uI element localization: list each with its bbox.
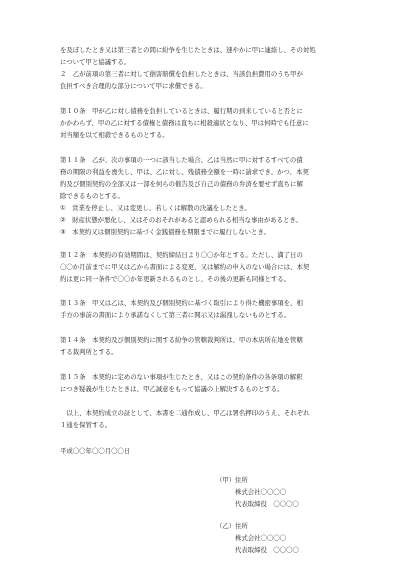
- party-a-company: 株式会社〇〇〇〇: [235, 488, 287, 496]
- article-15-line: につき疑義が生じたときは、甲乙誠意をもって協議の上解決するものとする。: [60, 385, 284, 393]
- article-11-line: 務の期限の利益を喪失し、甲は、乙に対し、残債務全額を一時に請求でき、かつ、本契: [60, 168, 309, 176]
- article-14-line: する裁判所とする。: [60, 348, 118, 356]
- closing-line: 以上、本契約成立の証として、本書を二通作成し、甲乙は署名押印のうえ、それぞれ: [60, 409, 310, 417]
- article-14-line: 第１４条 本契約及び個別契約に関する紛争の管轄裁判所は、甲の本店所在地を管轄: [60, 336, 303, 344]
- article-11-line: 約及び個別契約の全部又は一部を何らの催告及び自己の債務の弁済を要せず直ちに解: [60, 180, 303, 188]
- article-12-line: 第１２条 本契約の有効期間は、契約締結日より〇〇か年とする。ただし、満了日の: [60, 251, 303, 259]
- article-15-line: 第１５条 本契約に定めのない事項が生じたとき、又はこの契約条件の各条項の解釈: [60, 373, 303, 381]
- party-a-address-label: 住所: [235, 476, 248, 484]
- party-a-representative: 代表取締役 〇〇〇〇: [235, 500, 299, 508]
- article-12-line: 約は更に同一条件で〇〇か年更新されるものとし、その後の更新も同様とする。: [60, 275, 291, 283]
- paragraph-line: ２ 乙が前項の第三者に対して損害賠償を負担したときは、当該負担費用のうち甲が: [60, 70, 303, 78]
- article-11-line: 第１１条 乙が、次の事項の一つに該当した場合、乙は当然に甲に対するすべての債: [60, 156, 303, 164]
- article-13-line: 第１３条 甲又は乙は、本契約及び個別契約に基づく取引により得た機密事項を、相: [60, 299, 303, 307]
- party-a-marker: （甲）: [216, 476, 236, 484]
- paragraph-line: を及ぼしたとき又は第三者との間に紛争を生じたときは、速やかに甲に連絡し、その対処: [60, 46, 316, 54]
- article-13-line: 手方の事前の書面により承諾なくして第三者に開示又は漏洩しないものとする。: [60, 311, 291, 319]
- party-b-company: 株式会社〇〇〇〇: [235, 534, 287, 542]
- article-11-line: 除できるものとする。: [60, 192, 124, 200]
- contract-date: 平成〇〇年〇〇月〇〇日: [60, 447, 131, 455]
- party-b-representative: 代表取締役 〇〇〇〇: [235, 546, 299, 554]
- closing-line: １通を保管する。: [60, 421, 112, 429]
- article-11-item: ② 財産状態が悪化し、又はそのおそれがあると認められる相当な事由があるとき。: [60, 216, 302, 224]
- article-10-line: かかわらず、甲の乙に対する債権と債務は直ちに相殺適状となり、甲は何時でも任意に: [60, 119, 309, 127]
- paragraph-line: について甲と協議する。: [60, 58, 131, 66]
- party-b-marker: （乙）: [216, 522, 236, 530]
- article-10-line: 対当額を以て相殺できるものとする。: [60, 131, 169, 139]
- article-12-line: 〇〇か月前までに甲又は乙から書面による変更、又は解約の申入のない場合には、本契: [60, 263, 310, 271]
- article-11-item: ① 営業を停止し、又は変更し、若しくは解散の決議をしたとき。: [60, 204, 251, 212]
- article-10-line: 第１０条 甲が乙に対し債務を負担しているときは、履行期の到来していると否とに: [60, 107, 303, 115]
- article-11-item: ③ 本契約又は個別契約に基づく金銭債務を期限までに履行しないとき。: [60, 228, 270, 236]
- paragraph-line: 負担すべき合理的な部分について甲に求償できる。: [60, 82, 207, 90]
- party-b-address-label: 住所: [235, 522, 248, 530]
